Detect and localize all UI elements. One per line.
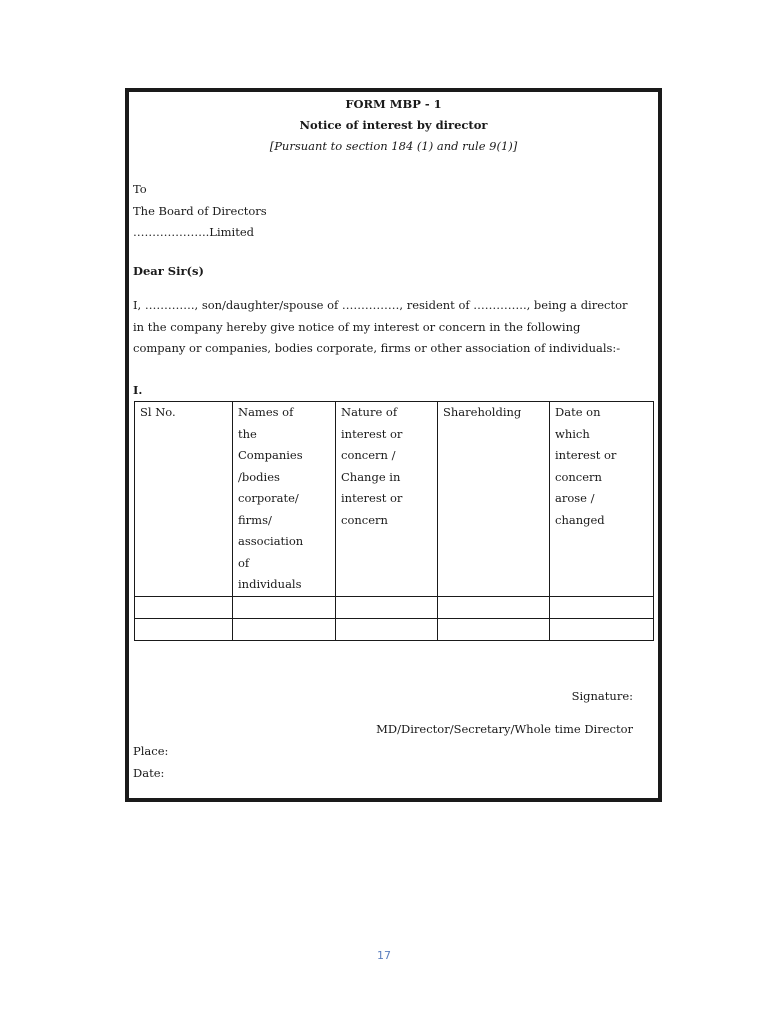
table-cell[interactable] [135, 618, 233, 640]
header-text: interest or [341, 426, 403, 441]
header-text: interest or [555, 448, 617, 462]
table-cell[interactable] [336, 618, 438, 640]
interest-table [134, 401, 654, 641]
table-cell[interactable] [550, 596, 654, 618]
header-text: Change in [341, 469, 401, 484]
header-text: of [238, 555, 250, 570]
header-text: concern [341, 512, 388, 527]
header-text: corporate/ [238, 491, 299, 505]
table-cell[interactable] [135, 596, 233, 618]
table-row [135, 618, 654, 640]
page-number: 17 [377, 949, 391, 962]
header-text: arose / [555, 491, 595, 505]
header-text: Sl No. [140, 405, 176, 419]
header-text: Date on [555, 405, 601, 419]
header-text: concern [555, 469, 602, 484]
header-date [550, 402, 654, 597]
to-label: To [133, 182, 147, 196]
header-text: Shareholding [443, 405, 522, 419]
form-subtitle: Notice of interest by director [299, 118, 488, 132]
notice-body: I, …………., son/daughter/spouse of ……………, resident of ………….., being a director in the company hereby give notice of my interest or concern in the following company or companies, bodies corporate, firms or other association of individuals:- [133, 298, 628, 355]
header-text: Names of [238, 405, 294, 419]
table-cell[interactable] [438, 596, 550, 618]
table-header-row [135, 402, 654, 597]
salutation: Dear Sir(s) [133, 264, 204, 278]
header-text: /bodies [238, 469, 280, 484]
header-text: interest or [341, 491, 403, 505]
date-label: Date: [133, 766, 165, 780]
designation-label: MD/Director/Secretary/Whole time Director [376, 722, 633, 736]
header-text: Nature of [341, 405, 398, 419]
section-label: I. [133, 383, 143, 397]
header-text: the [238, 426, 257, 441]
table-cell[interactable] [336, 596, 438, 618]
table-cell[interactable] [233, 596, 336, 618]
table-cell[interactable] [233, 618, 336, 640]
form-mbp-1 [125, 88, 662, 802]
pursuant-note: [Pursuant to section 184 (1) and rule 9(1)] [269, 139, 518, 153]
header-text: association [238, 534, 304, 548]
header-text: which [555, 426, 590, 441]
header-text: individuals [238, 577, 302, 591]
header-sl-no [135, 402, 233, 597]
header-nature [336, 402, 438, 597]
header-names [233, 402, 336, 597]
company-line: ………………..Limited [133, 225, 254, 239]
board-line: The Board of Directors [133, 204, 267, 218]
table-cell[interactable] [550, 618, 654, 640]
header-text: Companies [238, 448, 303, 462]
header-text: concern / [341, 448, 396, 462]
signature-label: Signature: [571, 689, 633, 703]
table-row [135, 596, 654, 618]
table-cell[interactable] [438, 618, 550, 640]
header-shareholding [438, 402, 550, 597]
header-text: firms/ [238, 512, 272, 527]
place-label: Place: [133, 744, 169, 758]
form-title: FORM MBP - 1 [345, 97, 442, 111]
header-text: changed [555, 512, 605, 527]
